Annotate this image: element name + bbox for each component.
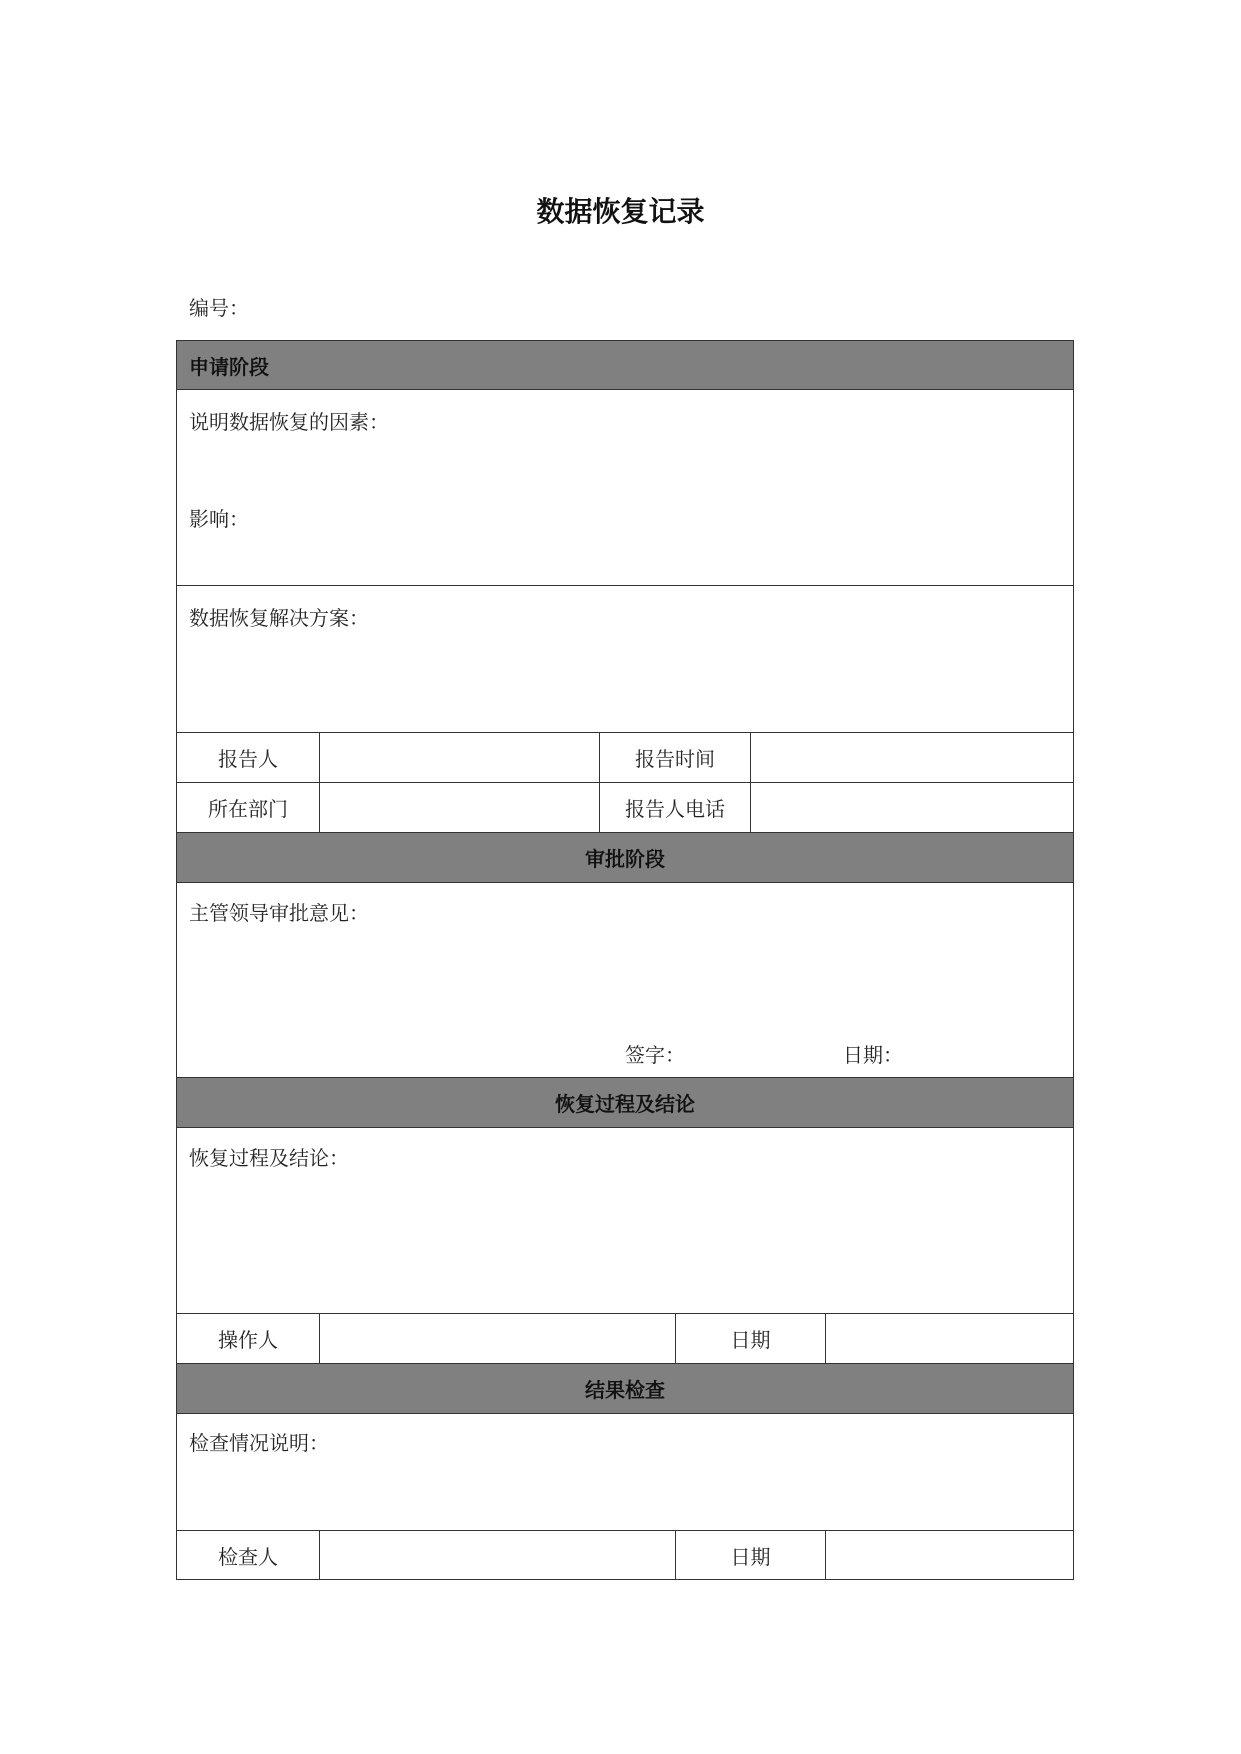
check-description-label: 检查情况说明： <box>189 1431 329 1455</box>
section-header-process <box>177 1077 1073 1127</box>
approval-opinion-field[interactable] <box>177 882 1073 1077</box>
reason-impact-field[interactable] <box>177 389 1073 585</box>
reason-label: 说明数据恢复的因素： <box>189 410 389 434</box>
operator-row <box>177 1313 1073 1363</box>
reporter-phone-label: 报告人电话 <box>599 783 750 832</box>
check-date-label: 日期 <box>675 1531 825 1579</box>
check-date-input[interactable] <box>825 1531 1073 1579</box>
section-header-approval <box>177 832 1073 882</box>
record-form-table <box>176 340 1074 1580</box>
reporter-input[interactable] <box>319 733 599 782</box>
solution-label: 数据恢复解决方案： <box>189 606 369 630</box>
page-title: 数据恢复记录 <box>536 195 705 228</box>
report-time-label: 报告时间 <box>599 733 750 782</box>
section-title-apply: 申请阶段 <box>189 354 269 379</box>
section-header-apply <box>177 341 1073 389</box>
reporter-label: 报告人 <box>218 747 278 771</box>
department-label: 所在部门 <box>208 797 288 821</box>
impact-label: 影响： <box>189 507 249 531</box>
operator-input[interactable] <box>319 1314 675 1363</box>
operator-label: 操作人 <box>218 1328 278 1352</box>
department-input[interactable] <box>319 783 599 832</box>
checker-input[interactable] <box>319 1531 675 1579</box>
reporter-phone-input[interactable] <box>750 783 1073 832</box>
report-time-input[interactable] <box>750 733 1073 782</box>
check-description-field[interactable] <box>177 1413 1073 1530</box>
process-conclusion-field[interactable] <box>177 1127 1073 1313</box>
record-number-label: 编号： <box>189 296 249 320</box>
process-conclusion-label: 恢复过程及结论： <box>189 1146 349 1170</box>
checker-row <box>177 1530 1073 1579</box>
section-title-approval: 审批阶段 <box>585 847 665 871</box>
approval-date-label: 日期： <box>843 1043 903 1067</box>
checker-label: 检查人 <box>218 1544 278 1569</box>
approval-opinion-label: 主管领导审批意见： <box>189 901 369 925</box>
solution-field[interactable] <box>177 585 1073 732</box>
process-date-label: 日期 <box>675 1314 825 1363</box>
section-title-process: 恢复过程及结论 <box>555 1092 695 1116</box>
section-header-check <box>177 1363 1073 1413</box>
signature-label: 签字： <box>625 1043 685 1067</box>
process-date-input[interactable] <box>825 1314 1073 1363</box>
reporter-row <box>177 732 1073 782</box>
section-title-check: 结果检查 <box>585 1378 665 1402</box>
department-row <box>177 782 1073 832</box>
